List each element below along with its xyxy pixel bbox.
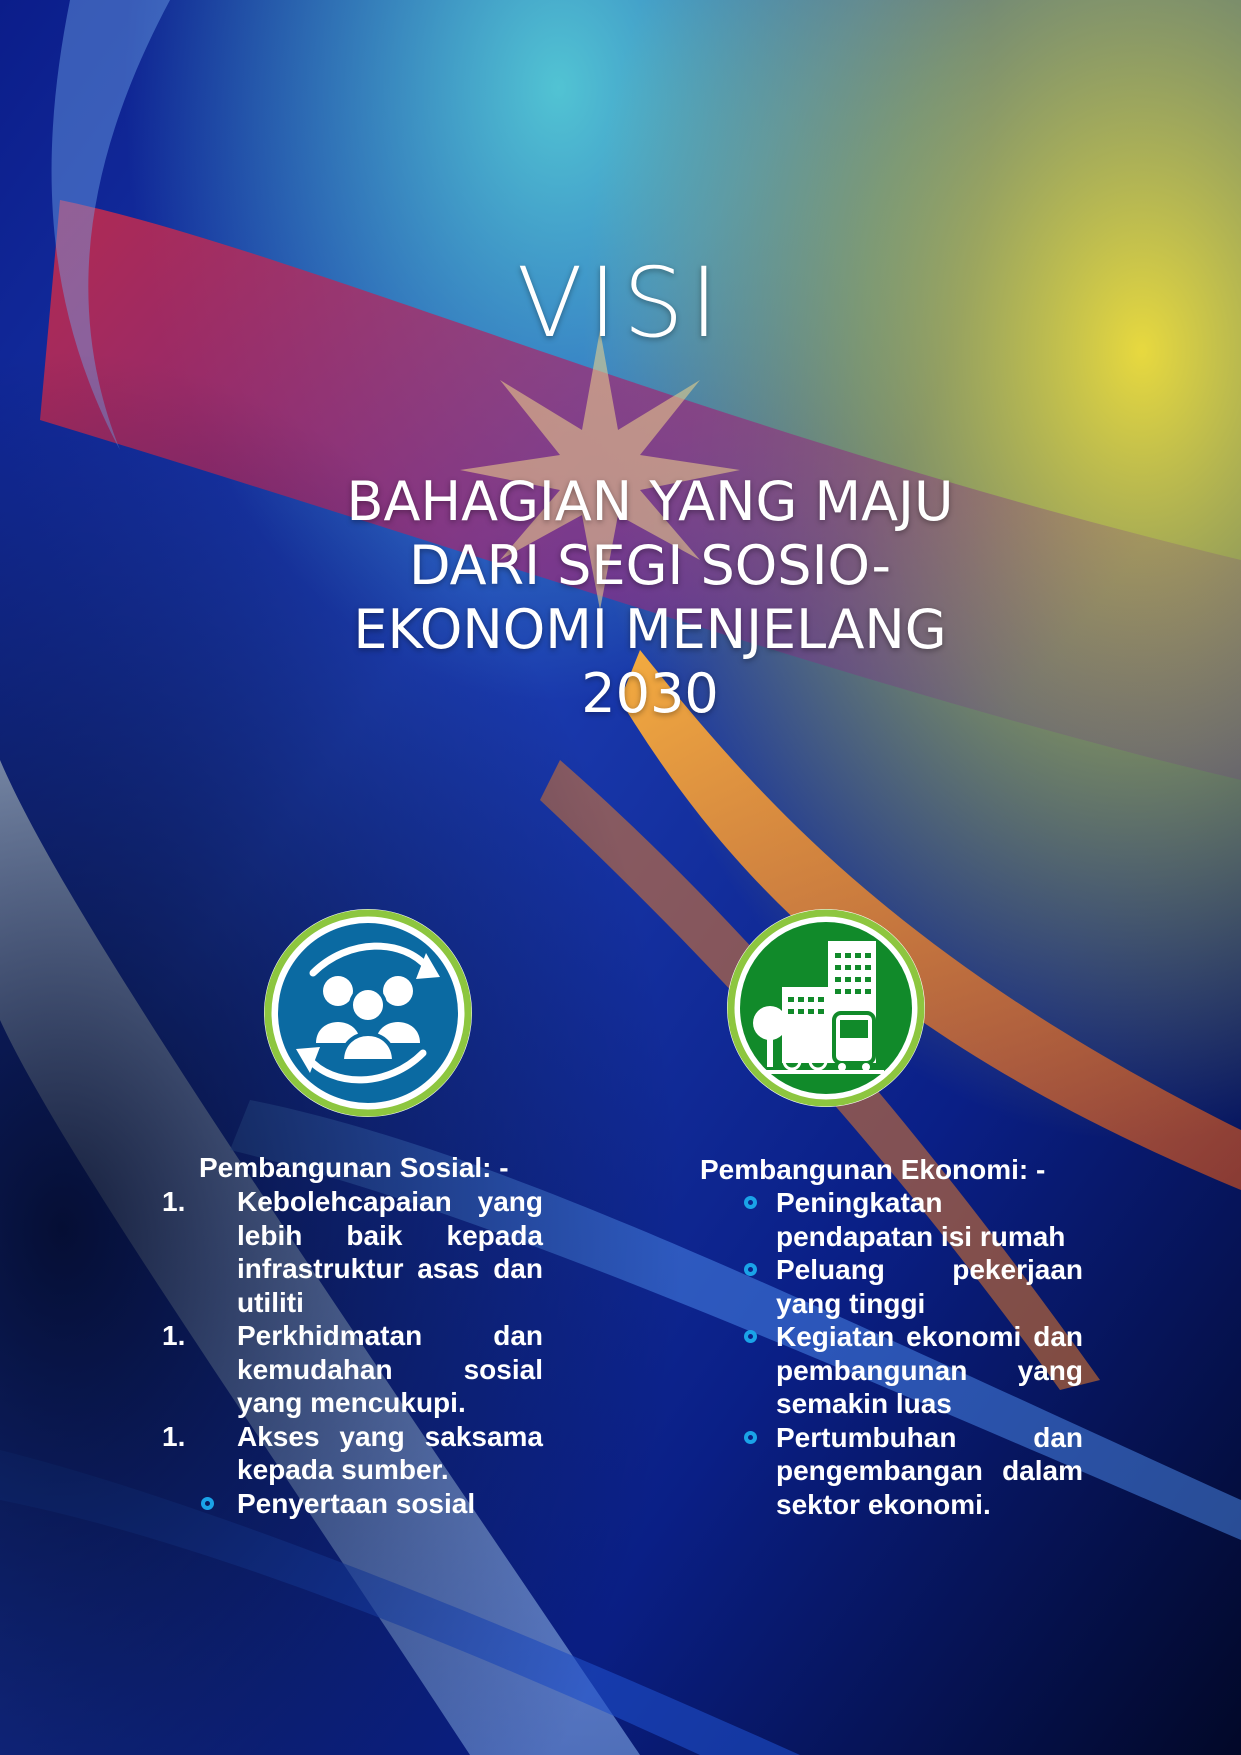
- list-item-text: Peningkatan pendapatan isi rumah: [776, 1187, 1066, 1252]
- list-item-text: Penyertaan sosial: [237, 1487, 476, 1519]
- list-number: 1.: [162, 1320, 186, 1351]
- list-item-text: Peluang pekerjaan yang tinggi: [776, 1254, 1083, 1319]
- list-item: [162, 1185, 543, 1319]
- list-item: [776, 1320, 1083, 1421]
- list-item: [776, 1421, 1083, 1522]
- social-heading: Pembangunan Sosial: -: [199, 1152, 509, 1183]
- vision-line: EKONOMI MENJELANG: [353, 598, 947, 661]
- list-item-text: Kebolehcapaian yang lebih baik kepada infrastruktur asas dan utiliti: [237, 1186, 543, 1318]
- list-item-text: Pertumbuhan dan pengembangan dalam sektor ekonomi.: [776, 1421, 1083, 1520]
- list-item-text: Perkhidmatan dan kemudahan sosial yang mencukupi.: [237, 1320, 543, 1418]
- bullet-circle-icon: [744, 1263, 757, 1276]
- vision-line: DARI SEGI SOSIO-: [409, 534, 891, 597]
- list-item: [776, 1186, 1083, 1253]
- list-number: 1.: [162, 1420, 186, 1452]
- list-item: [776, 1253, 1083, 1320]
- economic-heading: Pembangunan Ekonomi: -: [700, 1154, 1046, 1185]
- page-title: VISI: [516, 247, 725, 359]
- list-item-text: Kegiatan ekonomi dan pembangunan yang semakin luas: [776, 1321, 1083, 1419]
- bullet-circle-icon: [744, 1196, 757, 1209]
- list-item: [162, 1319, 543, 1420]
- vision-line: BAHAGIAN YANG MAJU: [346, 470, 954, 533]
- economic-list: [776, 1186, 1083, 1521]
- vision-line: 2030: [581, 662, 719, 725]
- vision-statement: [260, 470, 1040, 726]
- social-list: [162, 1185, 543, 1520]
- list-item: [162, 1420, 543, 1487]
- people-cycle-icon: [258, 903, 478, 1123]
- list-item: [237, 1487, 543, 1521]
- list-item-text: Akses yang saksama kepada sumber.: [237, 1420, 543, 1485]
- list-number: 1.: [162, 1186, 186, 1217]
- city-transport-icon: [724, 903, 928, 1113]
- bullet-circle-icon: [744, 1431, 757, 1444]
- bullet-circle-icon: [201, 1497, 214, 1510]
- bullet-circle-icon: [744, 1330, 757, 1343]
